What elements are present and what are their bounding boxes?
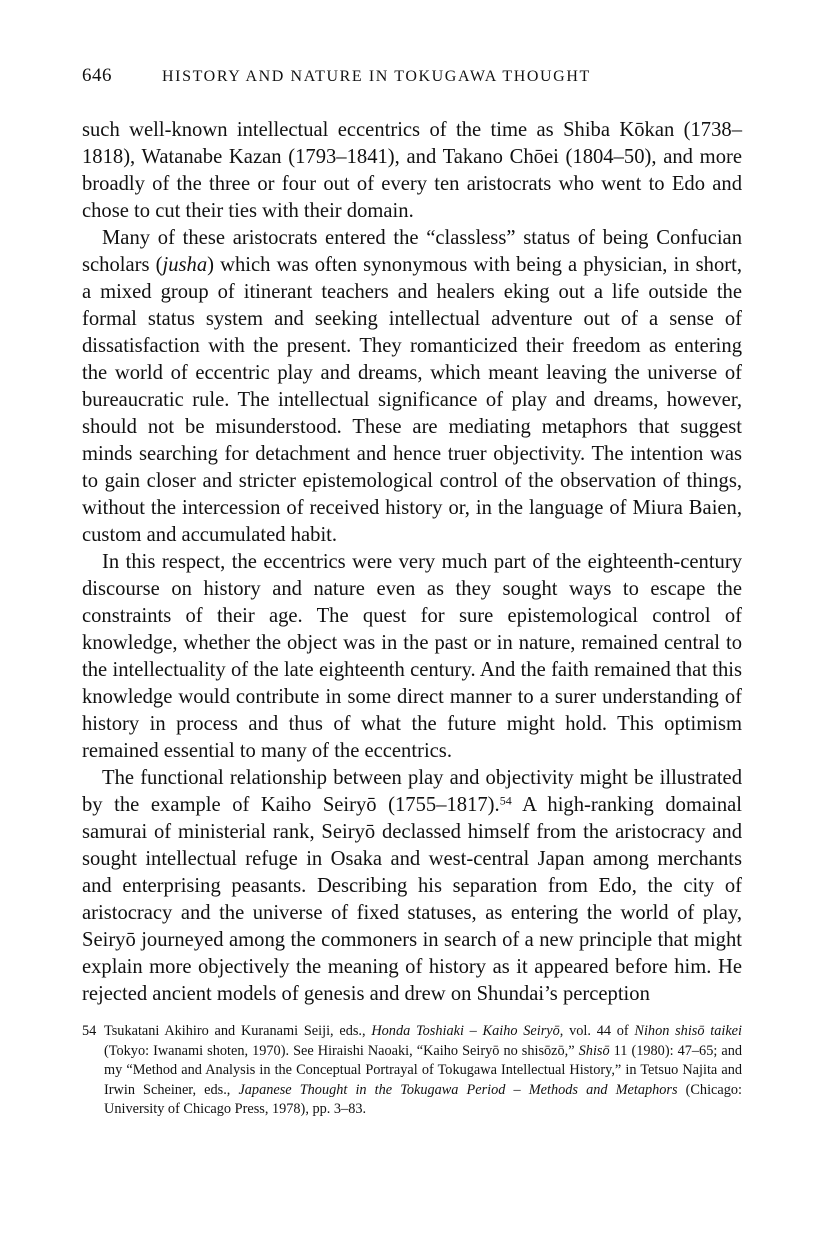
page-number: 646 [82, 65, 112, 86]
footnote-segment: Tsukatani Akihiro and Kuranami Seiji, eds., [104, 1023, 372, 1039]
book-page [82, 62, 742, 1120]
paragraph-1-text: such well-known intellectual eccentrics of the time as Shiba Kōkan (1738–1818), Watanabe Kazan (1793–1841), and Takano Chōei (1804–50), and more broadly of the three or four out of every ten aristocrats who went to Edo and chose to cut their ties with their domain. [82, 119, 742, 222]
body-text [82, 117, 742, 1008]
paragraph-2-italic-term: jusha [162, 254, 208, 276]
paragraph-4-text-a: The functional relationship between play and objectivity might be illustrated by the example of Kaiho Seiryō (1755–1817). [82, 767, 742, 816]
footnote-reference[interactable]: 54 [499, 793, 512, 808]
paragraph-1 [82, 117, 742, 225]
footnote-segment: , vol. 44 of [559, 1023, 635, 1039]
running-title: HISTORY AND NATURE IN TOKUGAWA THOUGHT [162, 68, 591, 85]
paragraph-4-text-b: A high-ranking domainal samurai of ministerial rank, Seiryō declassed himself from the aristocracy and sought intellectual refuge in Osaka and west-central Japan among merchants and enterprising peasants. Describing his separation from Edo, the city of aristocracy and the universe of fixed statuses, as entering the world of play, Seiryō journeyed among the commoners in search of a new principle that might explain more objectively the meaning of history as it appeared before him. He rejected ancient models of genesis and drew on Shundai’s perception [82, 794, 742, 1005]
running-head [82, 62, 742, 91]
paragraph-3 [82, 549, 742, 765]
footnote-title: Japanese Thought in the Tokugawa Period – Methods and Metaphors [238, 1081, 678, 1098]
footnote-text [104, 1022, 742, 1120]
footnote-number: 54 [82, 1023, 97, 1039]
footnotes [82, 1022, 742, 1120]
paragraph-2-text-a: Many of these aristocrats entered the “classless” status of being Confucian scholars ( [82, 227, 742, 276]
footnote-title: Shisō [578, 1042, 610, 1059]
footnote-title: Nihon shisō taikei [634, 1023, 742, 1039]
paragraph-2-text-b: ) which was often synonymous with being a physician, in short, a mixed group of itinerant teachers and healers eking out a life outside the formal status system and seeking intellectual adventure out of a sense of dissatisfaction with the present. They romanticized their freedom as entering the world of eccentric play and dreams, which meant leaving the universe of bureaucratic rule. The intellectual significance of play and dreams, however, should not be misunderstood. These are mediating metaphors that suggest minds searching for detachment and hence truer objectivity. The intention was to gain closer and stricter epistemological control of the observation of things, without the intercession of received history or, in the language of Miura Baien, custom and accumulated habit. [82, 254, 742, 546]
footnote-title: Honda Toshiaki – Kaiho Seiryō [371, 1023, 560, 1039]
footnote-segment: (Tokyo: Iwanami shoten, 1970). See Hiraishi Naoaki, “Kaiho Seiryō no shisōzō,” [104, 1042, 579, 1059]
footnote-segment: (Chicago: University of Chicago Press, 1978), pp. 3–83. [104, 1081, 743, 1117]
paragraph-4 [82, 765, 742, 1008]
paragraph-3-text: In this respect, the eccentrics were very much part of the eighteenth-century discourse on history and nature even as they sought ways to escape the constraints of their age. The quest for sure epistemological control of knowledge, whether the object was in the past or in nature, remained central to the intellectuality of the late eighteenth century. And the faith remained that this knowledge would contribute in some direct manner to a surer understanding of history in process and thus of what the future might hold. This optimism remained essential to many of the eccentrics. [82, 551, 742, 762]
footnote-54 [82, 1022, 742, 1120]
footnote-segment: 11 (1980): 47–65; and my “Method and Analysis in the Conceptual Portrayal of Tokugawa Intellectual History,” in Tetsuo Najita and Irwin Scheiner, eds., [104, 1042, 742, 1098]
paragraph-2 [82, 225, 742, 549]
